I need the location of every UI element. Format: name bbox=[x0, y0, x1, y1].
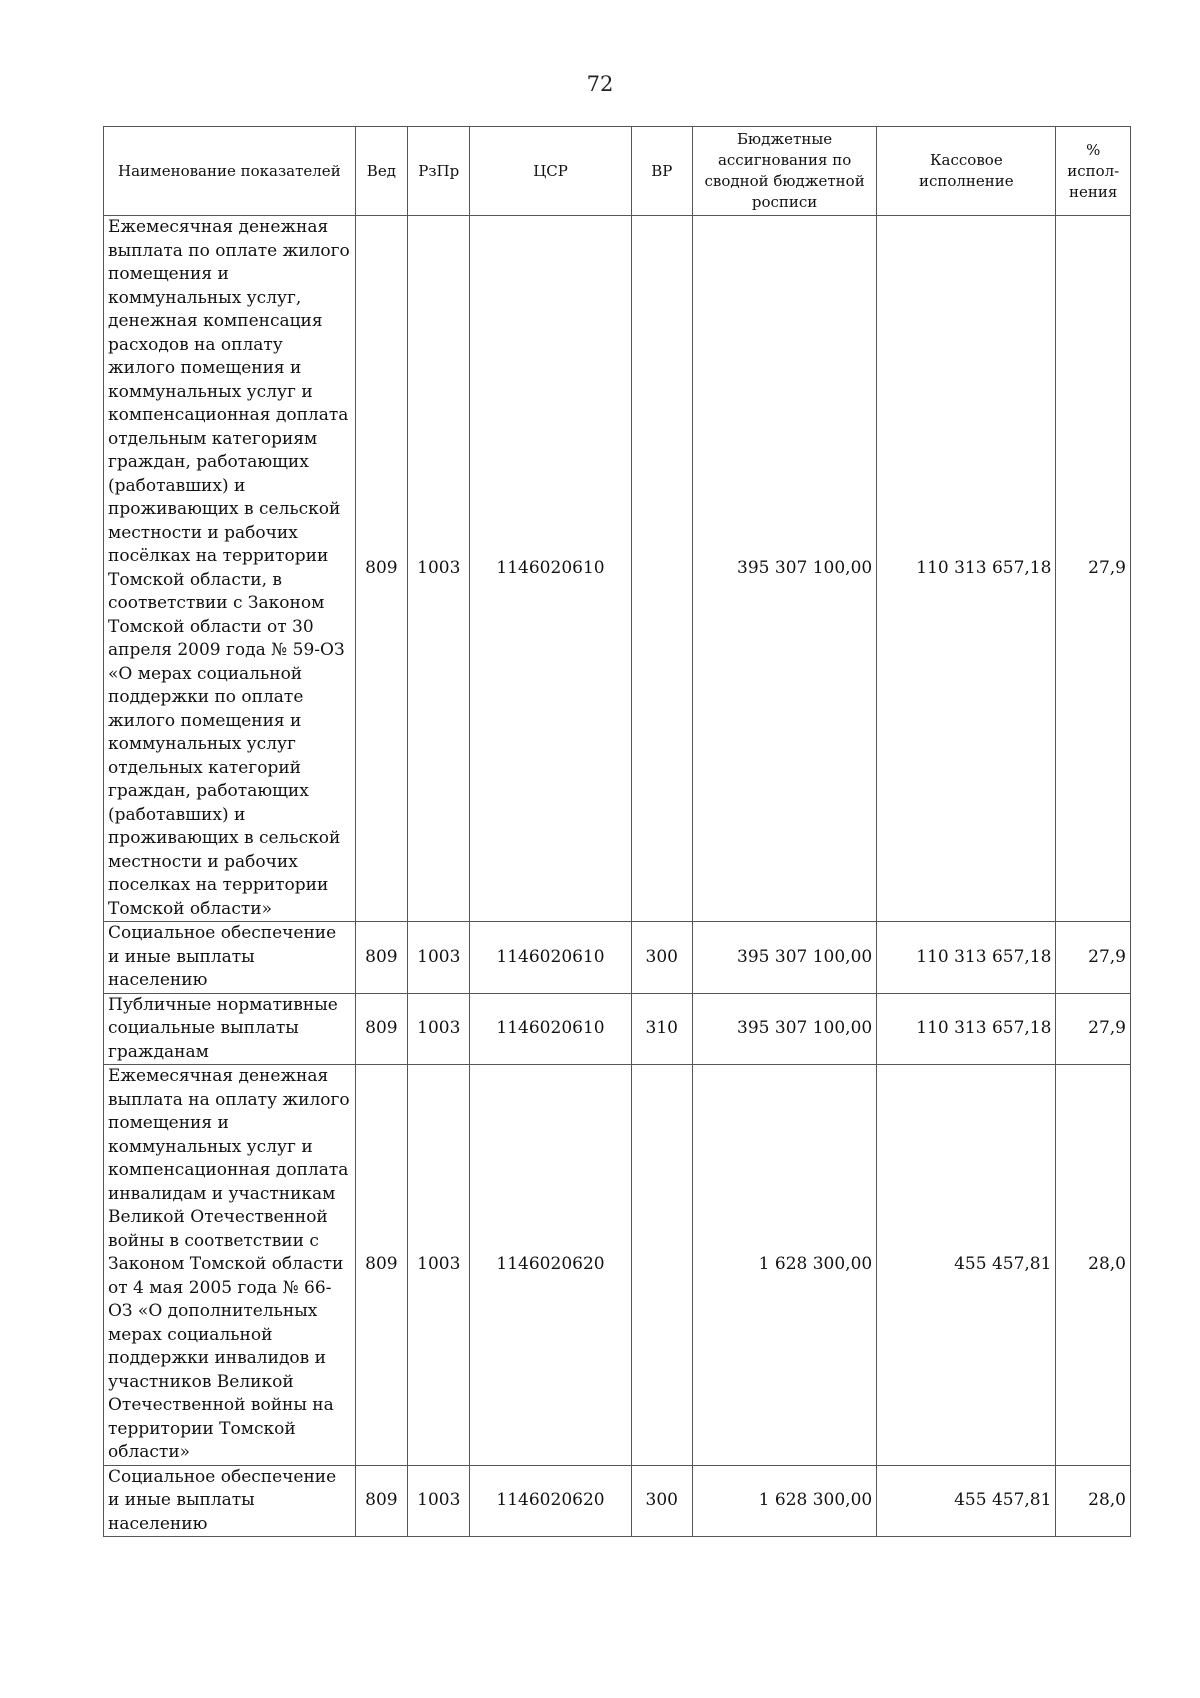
cell-ved: 809 bbox=[355, 922, 407, 994]
cell-pct: 27,9 bbox=[1056, 922, 1131, 994]
cell-budget: 1 628 300,00 bbox=[692, 1465, 876, 1537]
cell-ved: 809 bbox=[355, 1465, 407, 1537]
cell-pct: 28,0 bbox=[1056, 1065, 1131, 1466]
cell-vr bbox=[631, 1065, 692, 1466]
table-row bbox=[104, 1465, 1131, 1537]
cell-pct: 27,9 bbox=[1056, 993, 1131, 1065]
table-row bbox=[104, 1065, 1131, 1466]
cell-rzpr: 1003 bbox=[408, 1465, 470, 1537]
cell-ved: 809 bbox=[355, 993, 407, 1065]
cell-rzpr: 1003 bbox=[408, 1065, 470, 1466]
cell-vr bbox=[631, 216, 692, 922]
header-ved: Вед bbox=[355, 127, 407, 216]
header-name: Наименование показателей bbox=[104, 127, 356, 216]
cell-ved: 809 bbox=[355, 216, 407, 922]
header-rzpr: РзПр bbox=[408, 127, 470, 216]
cell-rzpr: 1003 bbox=[408, 922, 470, 994]
cell-cash: 110 313 657,18 bbox=[877, 993, 1056, 1065]
cell-csr: 1146020610 bbox=[470, 993, 631, 1065]
cell-cash: 110 313 657,18 bbox=[877, 922, 1056, 994]
header-vr: ВР bbox=[631, 127, 692, 216]
cell-name: Ежемесячная денежная выплата на оплату жилого помещения и коммунальных услуг и компенсационная доплата инвалидам и участникам Великой Отечественной войны в соответствии с Законом Томской области от 4 мая 2005 года № 66-ОЗ «О дополнительных мерах социальной поддержки инвалидов и участников Великой Отечественной войны на территории Томской области» bbox=[104, 1065, 356, 1466]
budget-execution-table bbox=[103, 126, 1131, 1537]
page-number: 72 bbox=[586, 72, 614, 96]
cell-vr: 300 bbox=[631, 922, 692, 994]
table-row bbox=[104, 922, 1131, 994]
cell-csr: 1146020620 bbox=[470, 1065, 631, 1466]
cell-cash: 455 457,81 bbox=[877, 1465, 1056, 1537]
cell-name: Социальное обеспечение и иные выплаты населению bbox=[104, 922, 356, 994]
cell-pct: 27,9 bbox=[1056, 216, 1131, 922]
cell-name: Социальное обеспечение и иные выплаты населению bbox=[104, 1465, 356, 1537]
header-budget: Бюджетные ассигнования по сводной бюджетной росписи bbox=[692, 127, 876, 216]
cell-csr: 1146020610 bbox=[470, 922, 631, 994]
table-row bbox=[104, 993, 1131, 1065]
cell-vr: 310 bbox=[631, 993, 692, 1065]
header-csr: ЦСР bbox=[470, 127, 631, 216]
cell-budget: 395 307 100,00 bbox=[692, 922, 876, 994]
cell-cash: 110 313 657,18 bbox=[877, 216, 1056, 922]
table-row bbox=[104, 216, 1131, 922]
cell-vr: 300 bbox=[631, 1465, 692, 1537]
table-header-row bbox=[104, 127, 1131, 216]
cell-budget: 395 307 100,00 bbox=[692, 216, 876, 922]
cell-name: Публичные нормативные социальные выплаты гражданам bbox=[104, 993, 356, 1065]
cell-csr: 1146020620 bbox=[470, 1465, 631, 1537]
cell-rzpr: 1003 bbox=[408, 993, 470, 1065]
cell-ved: 809 bbox=[355, 1065, 407, 1466]
header-pct: % испол-нения bbox=[1056, 127, 1131, 216]
cell-name: Ежемесячная денежная выплата по оплате жилого помещения и коммунальных услуг, денежная компенсация расходов на оплату жилого помещения и коммунальных услуг и компенсационная доплата отдельным категориям граждан, работающих (работавших) и проживающих в сельской местности и рабочих посёлках на территории Томской области, в соответствии с Законом Томской области от 30 апреля 2009 года № 59-ОЗ «О мерах социальной поддержки по оплате жилого помещения и коммунальных услуг отдельных категорий граждан, работающих (работавших) и проживающих в сельской местности и рабочих поселках на территории Томской области» bbox=[104, 216, 356, 922]
cell-budget: 1 628 300,00 bbox=[692, 1065, 876, 1466]
cell-csr: 1146020610 bbox=[470, 216, 631, 922]
cell-cash: 455 457,81 bbox=[877, 1065, 1056, 1466]
header-cash: Кассовое исполнение bbox=[877, 127, 1056, 216]
cell-rzpr: 1003 bbox=[408, 216, 470, 922]
cell-pct: 28,0 bbox=[1056, 1465, 1131, 1537]
cell-budget: 395 307 100,00 bbox=[692, 993, 876, 1065]
